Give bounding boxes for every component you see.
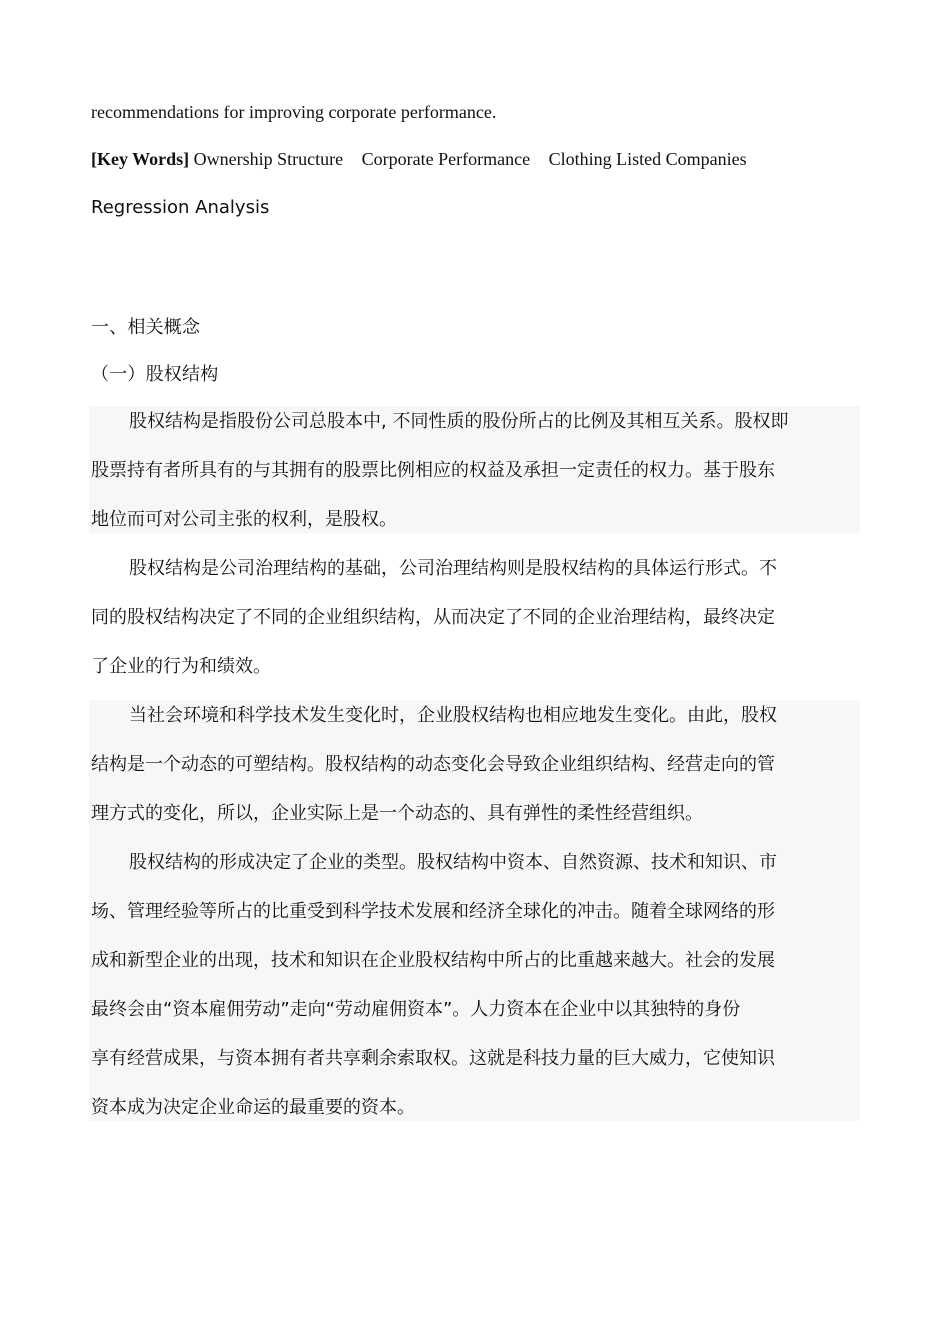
keywords-label: [Key Words] — [91, 149, 190, 169]
paragraph-line: 成和新型企业的出现，技术和知识在企业股权结构中所占的比重越来越大。社会的发展 — [91, 950, 775, 971]
paragraph-line: 当社会环境和科学技术发生变化时，企业股权结构也相应地发生变化。由此，股权 — [129, 705, 777, 726]
keyword-item: Ownership Structure — [193, 149, 344, 169]
paragraph-line: 同的股权结构决定了不同的企业组织结构，从而决定了不同的企业治理结构，最终决定 — [91, 607, 775, 628]
paragraph — [89, 553, 860, 680]
paragraph-line: 股权结构是指股份公司总股本中, 不同性质的股份所占的比例及其相互关系。股权即 — [129, 411, 789, 432]
paragraph-line: 资本成为决定企业命运的最重要的资本。 — [91, 1097, 415, 1118]
paragraph-line: 结构是一个动态的可塑结构。股权结构的动态变化会导致企业组织结构、经营走向的管 — [91, 754, 775, 775]
paragraph-line: 地位而可对公司主张的权利，是股权。 — [91, 509, 397, 530]
paragraph-line: 股权结构是公司治理结构的基础，公司治理结构则是股权结构的具体运行形式。不 — [129, 558, 777, 579]
section-subheading: （一）股权结构 — [91, 364, 219, 385]
paragraph-line: 场、管理经验等所占的比重受到科学技术发展和经济全球化的冲击。随着全球网络的形 — [91, 901, 775, 922]
paragraph-line: 股权结构的形成决定了企业的类型。股权结构中资本、自然资源、技术和知识、市 — [129, 852, 777, 873]
section-heading: 一、相关概念 — [91, 317, 201, 338]
keyword-continuation: Regression Analysis — [91, 197, 270, 218]
paragraph-line: 最终会由“资本雇佣劳动”走向“劳动雇佣资本”。人力资本在企业中以其独特的身份 — [91, 999, 741, 1020]
paragraph-line: 了企业的行为和绩效。 — [91, 656, 271, 677]
paragraph-group — [89, 700, 860, 1121]
paragraph-line: 理方式的变化，所以，企业实际上是一个动态的、具有弹性的柔性经营组织。 — [91, 803, 703, 824]
keyword-item: Clothing Listed Companies — [548, 149, 747, 169]
abstract-tail-text: recommendations for improving corporate performance. — [91, 102, 497, 122]
paragraph-line: 股票持有者所具有的与其拥有的股票比例相应的权益及承担一定责任的权力。基于股东 — [91, 460, 775, 481]
paragraph — [89, 406, 860, 533]
keywords-line — [91, 147, 747, 171]
keyword-item: Corporate Performance — [361, 149, 531, 169]
paragraph-line: 享有经营成果，与资本拥有者共享剩余索取权。这就是科技力量的巨大威力，它使知识 — [91, 1048, 775, 1069]
